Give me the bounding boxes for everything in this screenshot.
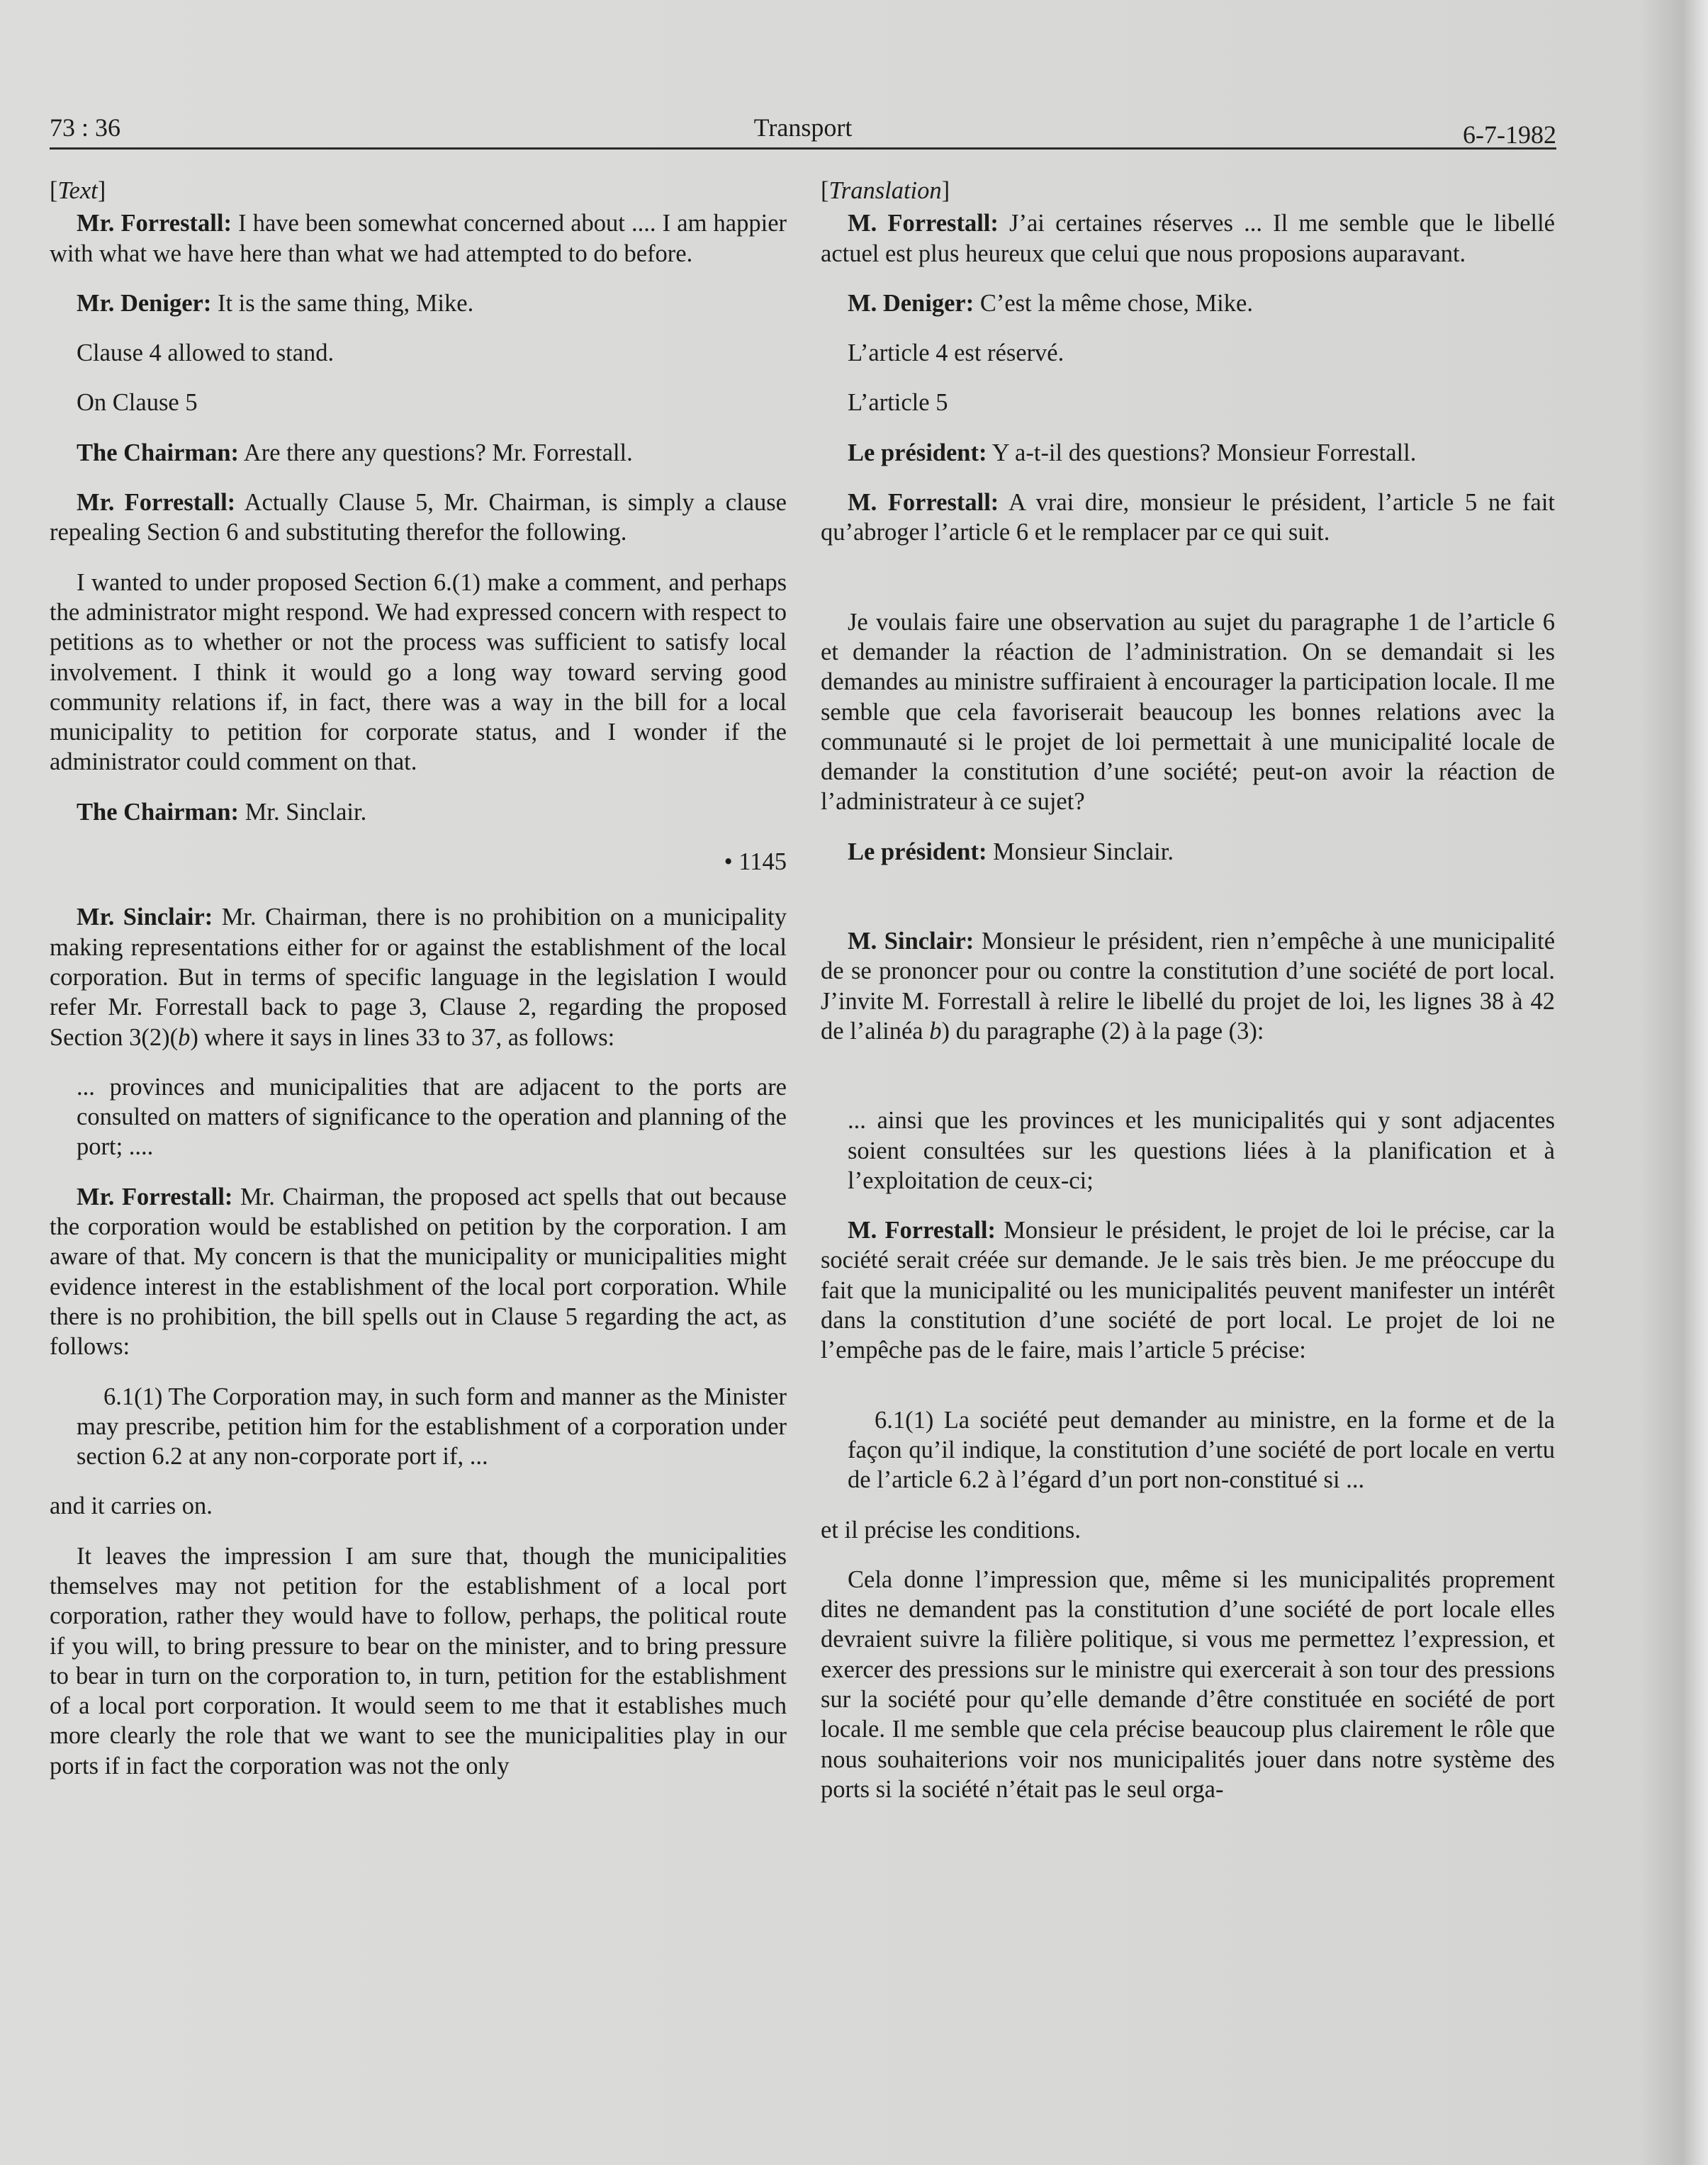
speaker-name: M. Sinclair: [848,928,974,955]
procedural-note: Clause 4 allowed to stand. [77,339,335,367]
speaker-name: Mr. Forrestall: [77,1183,233,1210]
paragraph: Mr. Forrestall: Mr. Chairman, the proposed act spells that out because the corporation would be established on petition by the corporation. I am aware of that. My concern is that the municipality or municipalities might evidence interest in the establishment of the local port corporation. While there is no prohibition, the bill spells out in Clause 5 regarding the act, as follows: [50,1183,787,1361]
page-header [50,108,1556,150]
spacer [821,887,1555,926]
block-quote: ... ainsi que les provinces et les municipalités qui y sont adjacentes soient consultées sur les questions liées à la planification et à l’exploitation de ceux-ci; [848,1107,1555,1194]
spacer [821,568,1555,607]
speaker-name: Mr. Forrestall: [77,210,232,237]
speaker-name: Le président: [848,439,987,466]
speaker-name: Mr. Deniger: [77,289,212,317]
procedural-note: L’article 4 est réservé. [848,339,1064,367]
committee-title: Transport [753,113,853,142]
speaker-name: Le président: [848,838,987,865]
procedural-note: On Clause 5 [77,389,198,417]
time-marker: • 1145 [724,848,787,876]
paragraph: M. Forrestall: A vrai dire, monsieur le président, l’article 5 ne fait qu’abroger l’article 6 et le remplacer par ce qui suit. [821,489,1555,546]
paragraph: Cela donne l’impression que, même si les municipalités proprement dites ne demandent pas la constitution d’une société de port locale elles devraient suivre la filière politique, si vous me permettez l’expression, et exercer des pressions sur le ministre qui exercerait à son tour des pressions sur la société pour qu’elle demande d’être constituée en société de port locale. Il me semble que cela précise beaucoup plus clairement le rôle que nous souhaiterions voir nos municipalités jouer dans notre système des ports si la société n’était pas le seul orga- [821,1565,1555,1803]
speaker-name: M. Forrestall: [848,210,999,237]
paragraph: Mr. Forrestall: I have been somewhat concerned about .... I am happier with what we have here than what we had attempted to do before. [50,210,787,267]
speaker-name: Mr. Forrestall: [77,489,236,517]
block-quote: 6.1(1) The Corporation may, in such form and manner as the Minister may prescribe, petition him for the establishment of a corporation under section 6.2 at any non-corporate port if, ... [77,1383,787,1470]
speaker-name: The Chairman: [77,439,240,466]
procedural-note: L’article 5 [848,389,948,417]
paragraph: M. Forrestall: J’ai certaines réserves ... Il me semble que le libellé actuel est plus heureux que celui que nous proposions auparavant. [821,210,1555,267]
paragraph: et il précise les conditions. [821,1516,1081,1543]
speaker-name: M. Forrestall: [848,1217,996,1244]
paragraph: Le président: Monsieur Sinclair. [848,838,1174,865]
paragraph: Le président: Y a-t-il des questions? Monsieur Forrestall. [848,439,1417,466]
paragraph: M. Sinclair: Monsieur le président, rien n’empêche à une municipalité de se prononcer pour ou contre la constitution d’une société de port local. J’invite M. Forrestall à relire le libellé du projet de loi, les lignes 38 à 42 de l’alinéa b) du paragraphe (2) à la page (3): [821,928,1556,1045]
meeting-date: 6-7-1982 [1463,120,1556,149]
paragraph: Je voulais faire une observation au sujet du paragraphe 1 de l’article 6 et demander la réaction de l’administration. On se demandait si les demandes au ministre suffiraient à encourager la participation locale. Il me semble que cela favoriserait beaucoup les bonnes relations avec la communauté si le projet de loi permettait à une municipalité locale de demander la constitution d’une société; peut-on avoir la réaction de l’administrateur à ce sujet? [821,608,1555,816]
speaker-name: M. Deniger: [848,289,974,317]
speaker-name: The Chairman: [77,798,240,826]
block-quote: 6.1(1) La société peut demander au ministre, en la forme et de la façon qu’il indique, la constitution d’une société de port locale en vertu de l’article 6.2 à l’égard d’un port non-constitué si ... [848,1406,1555,1494]
french-column [821,176,1555,1824]
paragraph: The Chairman: Mr. Sinclair. [77,798,367,826]
paragraph: I wanted to under proposed Section 6.(1) make a comment, and perhaps the administrator might respond. We had expressed concern with respect to petitions as to whether or not the process was sufficient to satisfy local involvement. I think it would go a long way toward serving good community relations if, in fact, there was a way in the bill for a local municipality to petition for corporate status, and I wonder if the administrator could comment on that. [50,568,787,776]
paragraph: M. Forrestall: Monsieur le président, le projet de loi le précise, car la société serait créée sur demande. Je le sais très bien. Je me préoccupe du fait que la municipalité ou les municipalités peuvent manifester un intérêt dans la constitution d’une société de port local. Le projet de loi ne l’empêche pas de le faire, mais l’article 5 précise: [821,1217,1555,1364]
section-tag: [Text] [50,177,106,204]
paragraph: and it carries on. [50,1492,213,1520]
section-tag: [Translation] [821,177,950,204]
spacer [821,1066,1555,1106]
paragraph: M. Deniger: C’est la même chose, Mike. [848,289,1253,317]
speaker-name: Mr. Sinclair: [77,904,213,931]
spacer [821,1385,1555,1405]
page-number: 73 : 36 [50,113,121,142]
paragraph: Mr. Sinclair: Mr. Chairman, there is no prohibition on a municipality making representations either for or against the establishment of the local corporation. But in terms of specific language in the legislation I would refer Mr. Forrestall back to page 3, Clause 2, regarding the proposed Section 3(2)(b) where it says in lines 33 to 37, as follows: [50,904,787,1051]
paragraph: The Chairman: Are there any questions? Mr. Forrestall. [77,439,633,466]
paragraph: It leaves the impression I am sure that, though the municipalities themselves may not petition for the establishment of a local port corporation, rather they would have to follow, perhaps, the political route if you will, to bring pressure to bear on the minister, and to bring pressure to bear in turn on the corporation to, in turn, petition for the establishment of a local port corporation. It would seem to me that it establishes much more clearly the role that we want to see the municipalities play in our ports if in fact the corporation was not the only [50,1542,787,1779]
paragraph: Mr. Forrestall: Actually Clause 5, Mr. Chairman, is simply a clause repealing Section 6 and substituting therefor the following. [50,489,787,546]
speaker-name: M. Forrestall: [848,489,999,517]
english-column [50,176,787,1801]
paragraph: Mr. Deniger: It is the same thing, Mike. [77,289,474,317]
block-quote: ... provinces and municipalities that are adjacent to the ports are consulted on matters of significance to the operation and planning of the port; .... [77,1073,787,1161]
